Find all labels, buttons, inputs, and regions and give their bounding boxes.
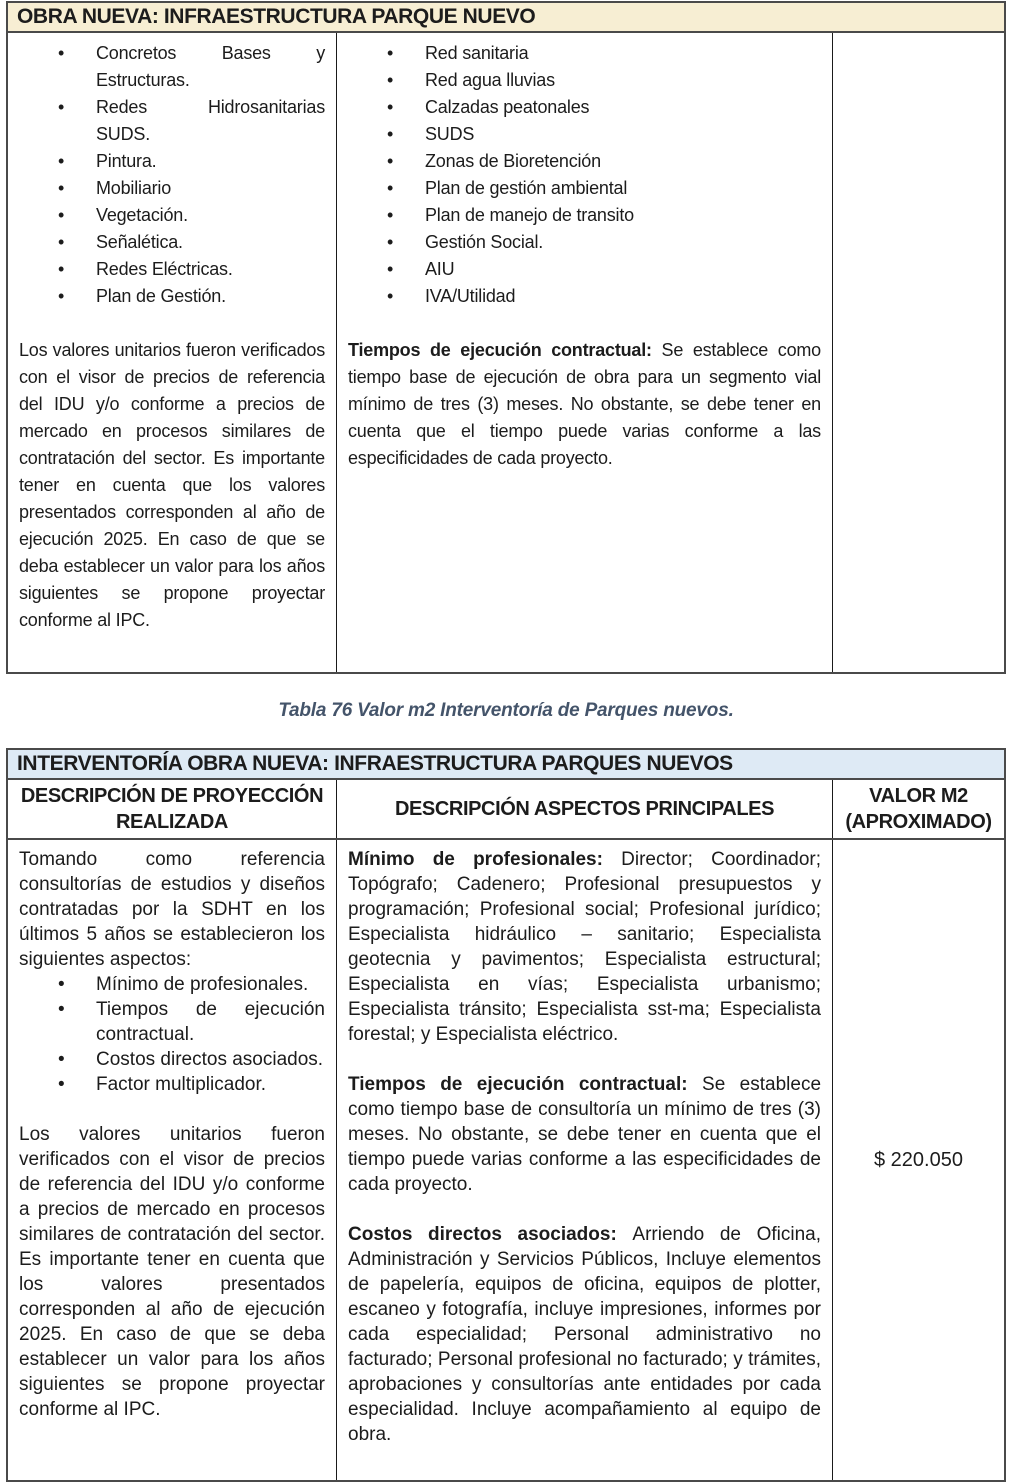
bullet-item: • Plan de Gestión. [52, 283, 325, 310]
table1-col2-bullet-list [348, 40, 821, 310]
paragraph-lead-in: Tiempos de ejecución contractual: [348, 1074, 703, 1095]
bullet-item: • Redes Eléctricas. [52, 256, 325, 283]
table1-col2-paragraphs [348, 337, 821, 472]
paragraph: Mínimo de profesionales: Director; Coordinador; Topógrafo; Cadenero; Profesional presupuestos y programación; Profesional social; Profesional jurídico; Especialista hidráulico – sanitario; Especialista geotecnia y pavimentos; Especialista estructural; Especialista en vías; Especialista urbanismo; Especialista tránsito; Especialista sst-ma; Especialista forestal; y Especialista eléctrico. [348, 849, 821, 1045]
bullet-item: • Factor multiplicador. [52, 1072, 325, 1097]
table2-col2-cell [336, 840, 832, 1480]
paragraph-lead-in: Mínimo de profesionales: [348, 849, 622, 870]
table2-col2-paragraphs [348, 847, 821, 1447]
table2-col1-intro: Tomando como referencia consultorías de estudios y diseños contratadas por la SDHT en los últimos 5 años se establecieron los siguientes aspectos: [19, 849, 325, 970]
table-interventoria [6, 748, 1006, 1482]
bullet-item: • Red agua lluvias [381, 67, 821, 94]
table2-body-row [8, 840, 1004, 1480]
bullet-item: • Red sanitaria [381, 40, 821, 67]
table2-col1-cell [8, 840, 336, 1480]
bullet-item: • Mínimo de profesionales. [52, 972, 325, 997]
bullet-item: • IVA/Utilidad [381, 283, 821, 310]
paragraph: Tiempos de ejecución contractual: Se establece como tiempo base de consultoría un mínimo de tres (3) meses. No obstante, se debe tener en cuenta que el tiempo puede varias conforme a las especificidades de cada proyecto. [348, 1074, 822, 1195]
table1-col1-cell [8, 33, 336, 672]
bullet-item: • AIU [381, 256, 821, 283]
bullet-item: • Pintura. [52, 148, 325, 175]
bullet-item: • Redes Hidrosanitarias SUDS. [52, 94, 325, 148]
table2-header-row [8, 780, 1004, 840]
bullet-item: • Señalética. [52, 229, 325, 256]
bullet-item: • SUDS [381, 121, 821, 148]
valor-m2-value: $ 220.050 [874, 1148, 963, 1171]
column-header-aspectos-principales: DESCRIPCIÓN ASPECTOS PRINCIPALES [336, 780, 832, 838]
bullet-item: • Plan de manejo de transito [381, 202, 821, 229]
paragraph-lead-in: Costos directos asociados: [348, 1224, 633, 1245]
paragraph: Costos directos asociados: Arriendo de Oficina, Administración y Servicios Públicos, Incluye elementos de papelería, equipos de oficina, equipos de plotter, escaneo y fotografía, incluye impresiones, informes por cada especialidad; Personal administrativo no facturado; Personal profesional no facturado; y trámites, aprobaciones y consultorías ante entidades por cada especialidad. Incluye acompañamiento al equipo de obra. [348, 1224, 821, 1445]
table-obra-nueva [6, 1, 1006, 674]
bullet-item: • Plan de gestión ambiental [381, 175, 821, 202]
paragraph: Tiempos de ejecución contractual: Se establece como tiempo base de ejecución de obra para un segmento vial mínimo de tres (3) meses. No obstante, se debe tener en cuenta que el tiempo puede varias conforme a las especificidades de cada proyecto. [348, 340, 821, 468]
column-header-valor-m2: VALOR M2 (APROXIMADO) [832, 780, 1004, 838]
bullet-item: • Concretos Bases y Estructuras. [52, 40, 325, 94]
column-header-descripcion-proyeccion: DESCRIPCIÓN DE PROYECCIÓN REALIZADA [20, 785, 324, 833]
bullet-item: • Calzadas peatonales [381, 94, 821, 121]
table1-body-row [8, 33, 1004, 672]
table1-col2-cell [336, 33, 832, 672]
bullet-item: • Tiempos de ejecución contractual. [52, 997, 325, 1047]
bullet-item: • Costos directos asociados. [52, 1047, 325, 1072]
table1-title: OBRA NUEVA: INFRAESTRUCTURA PARQUE NUEVO [8, 3, 1004, 33]
paragraph: Los valores unitarios fueron verificados con el visor de precios de referencia del IDU y/o conforme a precios de mercado en procesos similares de contratación del sector. Es importante tener en cuenta que los valores presentados corresponden al año de ejecución 2025. En caso de que se deba establecer un valor para los años siguientes se propone proyectar conforme al IPC. [19, 340, 325, 630]
table2-col1-paragraphs [19, 1122, 325, 1422]
table-caption: Tabla 76 Valor m2 Interventoría de Parques nuevos. [278, 700, 734, 721]
table2-valor-m2-cell [832, 840, 1004, 1480]
table1-col1-bullet-list [19, 40, 325, 310]
bullet-item: • Vegetación. [52, 202, 325, 229]
table2-col1-bullet-list [19, 972, 325, 1097]
paragraph: Los valores unitarios fueron verificados con el visor de precios de referencia del IDU y/o conforme a precios de mercado en procesos similares de contratación del sector. Es importante tener en cuenta que los valores presentados corresponden al año de ejecución 2025. En caso de que se deba establecer un valor para los años siguientes se propone proyectar conforme al IPC. [19, 1124, 325, 1420]
table1-col3-empty-cell [832, 33, 1004, 672]
bullet-item: • Gestión Social. [381, 229, 821, 256]
bullet-item: • Zonas de Bioretención [381, 148, 821, 175]
table1-col1-paragraphs [19, 337, 325, 634]
paragraph-lead-in: Tiempos de ejecución contractual: [348, 340, 662, 360]
bullet-item: • Mobiliario [52, 175, 325, 202]
table2-title: INTERVENTORÍA OBRA NUEVA: INFRAESTRUCTURA PARQUES NUEVOS [8, 750, 1004, 780]
